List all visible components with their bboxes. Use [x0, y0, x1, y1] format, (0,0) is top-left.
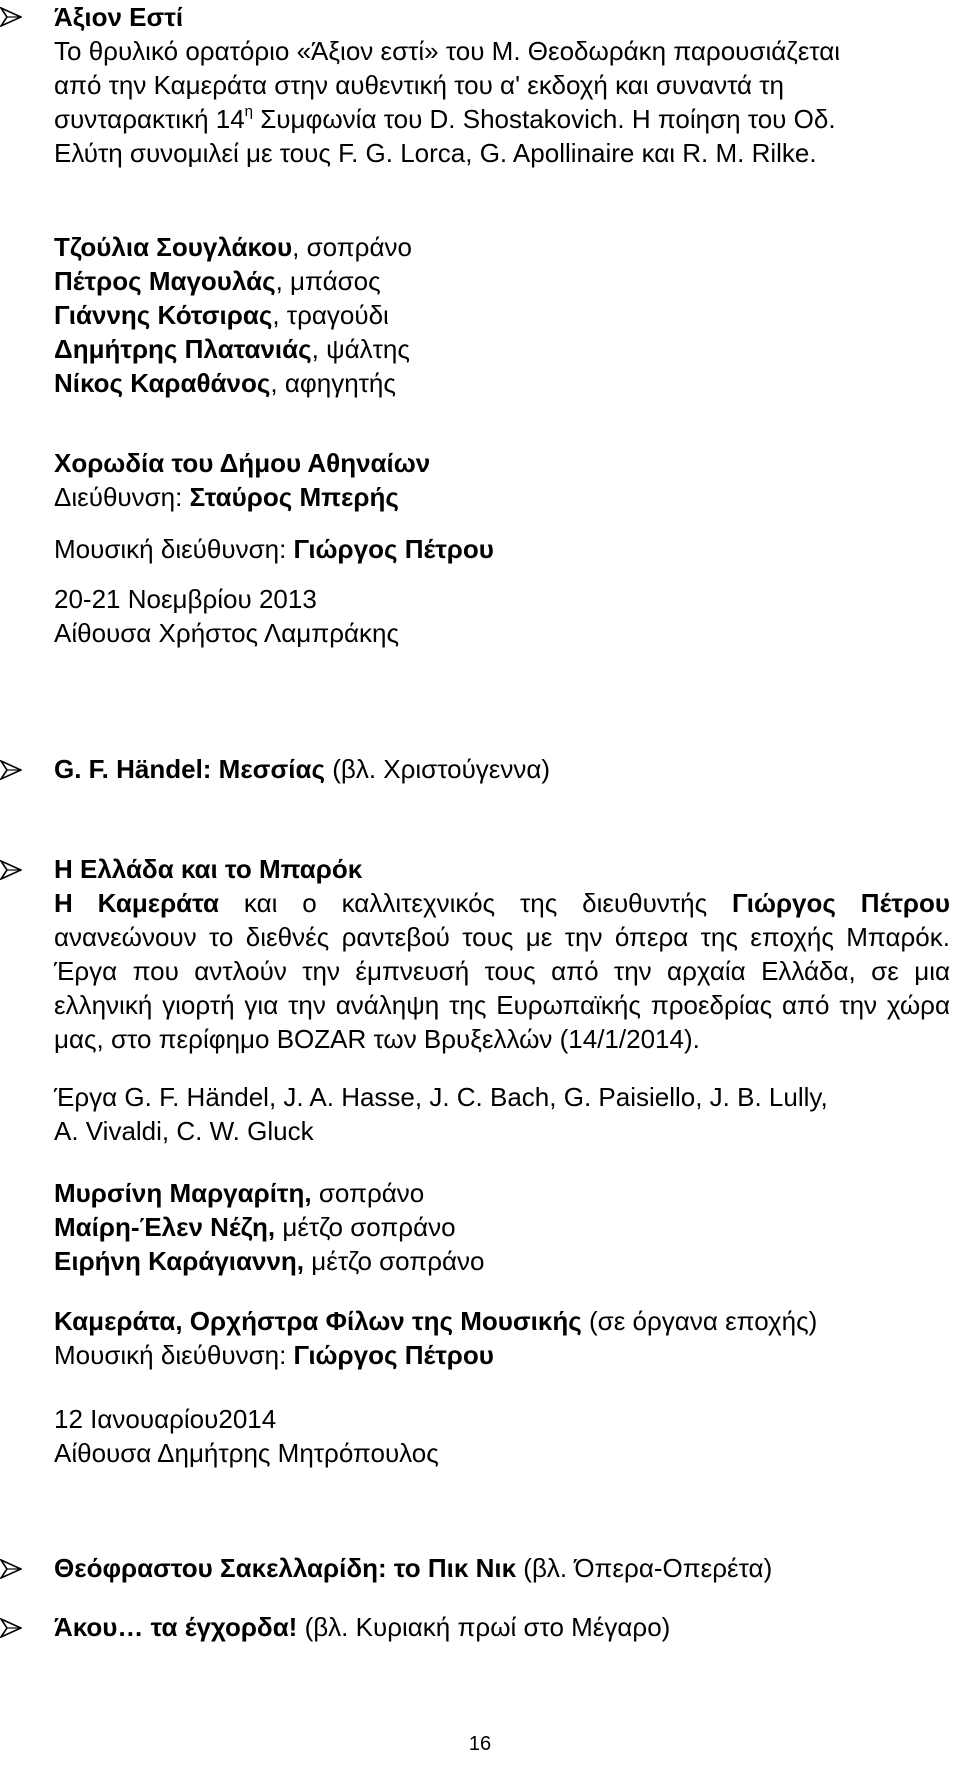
description-line: από την Καμεράτα στην αυθεντική του α' εκδοχή και συναντά τη: [54, 70, 785, 100]
performer: Νίκος Καραθάνος, αφηγητής: [54, 368, 396, 398]
section-messiah: [54, 752, 950, 786]
section-title: Άξιον Εστί: [54, 2, 184, 32]
section-entry: Θεόφραστου Σακελλαρίδη: το Πικ Νικ (βλ. Όπερα-Οπερέτα): [54, 1553, 773, 1583]
date-venue: [54, 582, 950, 650]
bullet-arrow-icon: [0, 860, 22, 880]
section-axion-esti: [54, 0, 950, 650]
music-director: Μουσική διεύθυνση: Γιώργος Πέτρου: [54, 1340, 494, 1370]
bullet-arrow-icon: [0, 760, 22, 780]
works-line: A. Vivaldi, C. W. Gluck: [54, 1116, 314, 1146]
description-line: συνταρακτική $14^\eta$ Συμφωνία του D. Shostakovich. Η ποίηση του Οδ.: [54, 103, 836, 134]
date-venue: [54, 1402, 950, 1470]
performer: Μυρσίνη Μαργαρίτη, σοπράνο: [54, 1178, 425, 1208]
event-venue: Αίθουσα Χρήστος Λαμπράκης: [54, 618, 400, 648]
choir-block: [54, 446, 950, 514]
description-line: Ελύτη συνομιλεί με τους F. G. Lorca, G. Apollinaire και R. M. Rilke.: [54, 138, 817, 168]
performers-list: [54, 1176, 950, 1278]
performers-list: [54, 230, 950, 400]
section-entry: G. F. Händel: Μεσσίας (βλ. Χριστούγεννα): [54, 754, 551, 784]
description-paragraph: Η Καμεράτα και ο καλλιτεχνικός της διευθυντής Γιώργος Πέτρου ανανεώνουν το διεθνές ραντεβού τους με την όπερα της εποχής Μπαρόκ. Έργα που αντλούν την έμπνευσή τους από την αρχαία Ελλάδα, σε μια ελληνική γιορτή για την ανάληψη της Ευρωπαϊκής προεδρίας από την χώρα μας, στο περίφημο BOZAR των Βρυξελλών (14/1/2014).: [54, 888, 951, 1054]
section-greece-baroque: [54, 852, 950, 1470]
choir-director: Διεύθυνση: Σταύρος Μπερής: [54, 482, 399, 512]
event-venue: Αίθουσα Δημήτρης Μητρόπουλος: [54, 1438, 439, 1468]
bullet-arrow-icon: [0, 7, 22, 27]
performer: Μαίρη-Έλεν Νέζη, μέτζο σοπράνο: [54, 1212, 456, 1242]
works-list: [54, 1080, 950, 1148]
music-director: Μουσική διεύθυνση: Γιώργος Πέτρου: [54, 534, 494, 564]
description-line: Το θρυλικό ορατόριο «Άξιον εστί» του Μ. Θεοδωράκη παρουσιάζεται: [54, 36, 841, 66]
orchestra-block: [54, 1304, 950, 1372]
bullet-arrow-icon: [0, 1618, 22, 1638]
choir-name: Χορωδία του Δήμου Αθηναίων: [54, 448, 431, 478]
section-strings: [54, 1610, 950, 1644]
section-entry: Άκου… τα έγχορδα! (βλ. Κυριακή πρωί στο Μέγαρο): [54, 1612, 671, 1642]
performer: Τζούλια Σουγλάκου, σοπράνο: [54, 232, 412, 262]
section-picnic: [54, 1551, 950, 1585]
page-number: 16: [468, 1733, 492, 1755]
performer: Πέτρος Μαγουλάς, μπάσος: [54, 266, 381, 296]
event-date: 12 Ιανουαρίου2014: [54, 1404, 277, 1434]
section-title: Η Ελλάδα και το Μπαρόκ: [54, 854, 363, 884]
performer: Δημήτρης Πλατανιάς, ψάλτης: [54, 334, 410, 364]
performer: Γιάννης Κότσιρας, τραγούδι: [54, 300, 389, 330]
event-date: 20-21 Νοεμβρίου 2013: [54, 584, 317, 614]
orchestra: Καμεράτα, Ορχήστρα Φίλων της Μουσικής (σε όργανα εποχής): [54, 1306, 818, 1336]
works-line: Έργα G. F. Händel, J. A. Hasse, J. C. Bach, G. Paisiello, J. B. Lully,: [54, 1082, 828, 1112]
bullet-arrow-icon: [0, 1559, 22, 1579]
performer: Ειρήνη Καράγιαννη, μέτζο σοπράνο: [54, 1246, 485, 1276]
